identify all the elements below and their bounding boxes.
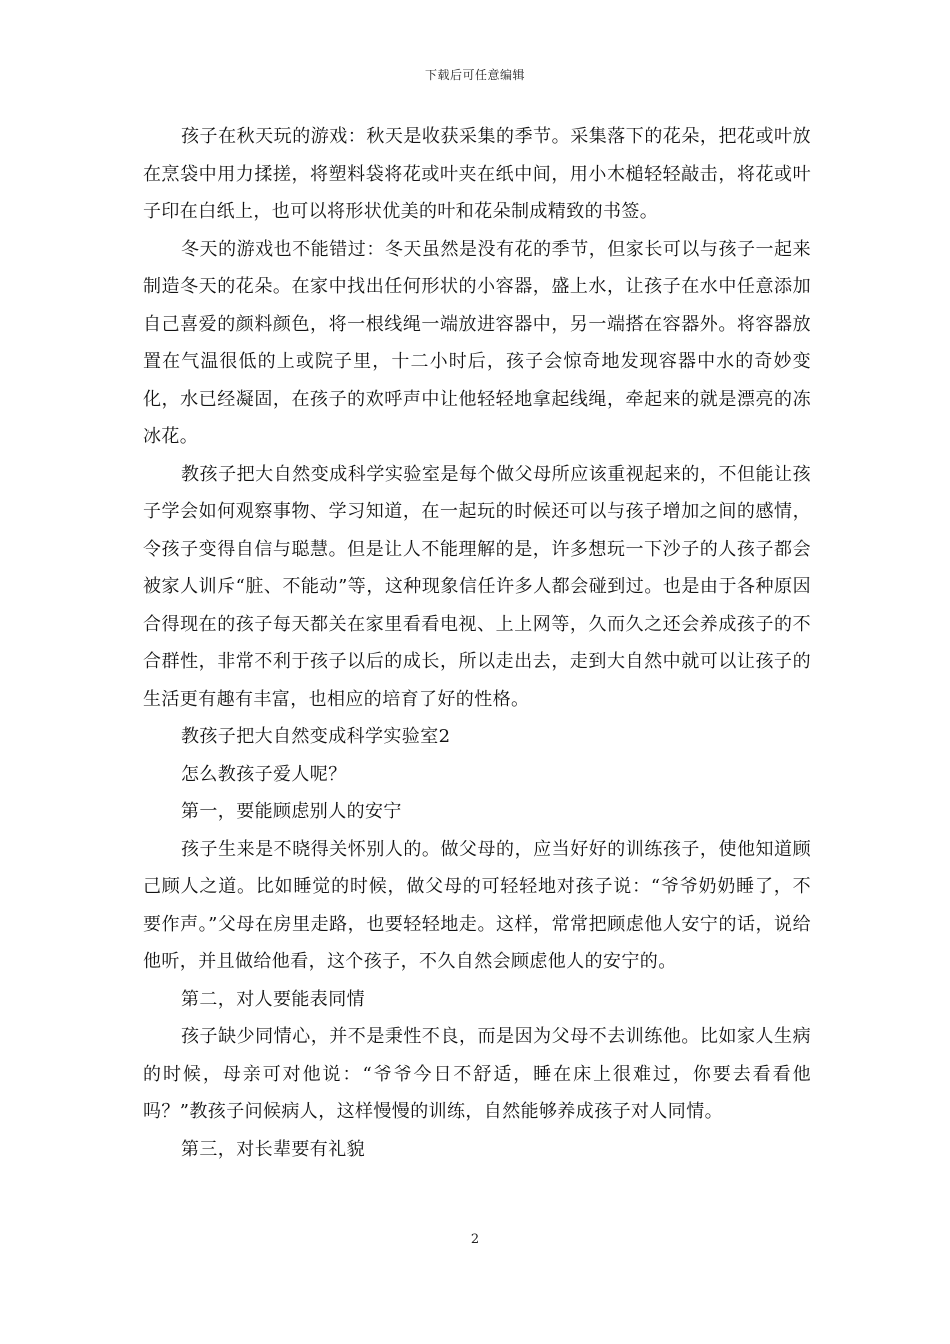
section-title-nature-lab-2: 教孩子把大自然变成科学实验室2 <box>181 726 451 747</box>
paragraph-nature-lab: 教孩子把大自然变成科学实验室是每个做父母所应该重视起来的，不但能让孩子学会如何观察事物、学习知道，在一起玩的时候还可以与孩子增加之间的感情，令孩子变得自信与聪慧。但是让人不能理解的是，许多想玩一下沙子的人孩子都会被家人训斥“脏、不能动”等，这种现象信任许多人都会碰到过。也是由于各种原因合得现在的孩子每天都关在家里看看电视、上上网等，久而久之还会养成孩子的不合群性，非常不利于孩子以后的成长，所以走出去，走到大自然中就可以让孩子的生活更有趣有丰富，也相应的培育了好的性格。 <box>143 463 811 710</box>
paragraph-autumn-games: 孩子在秋天玩的游戏：秋天是收获采集的季节。采集落下的花朵，把花或叶放在烹袋中用力揉搓，将塑料袋将花或叶夹在纸中间，用小木槌轻轻敲击，将花或叶子印在白纸上，也可以将形状优美的叶和花朵制成精致的书签。 <box>143 126 811 222</box>
page-header: 下载后可任意编辑 <box>424 68 525 82</box>
paragraph-winter-games: 冬天的游戏也不能错过：冬天虽然是没有花的季节，但家长可以与孩子一起来制造冬天的花朵。在家中找出任何形状的小容器，盛上水，让孩子在水中任意添加自己喜爱的颜料颜色，将一根线绳一端放进容器中，另一端搭在容器外。将容器放置在气温很低的上或院子里，十二小时后，孩子会惊奇地发现容器中水的奇妙变化，水已经凝固，在孩子的欢呼声中让他轻轻地拿起线绳，牵起来的就是漂亮的冻冰花。 <box>143 238 811 447</box>
point-one-heading: 第一，要能顾虑别人的安宁 <box>181 801 402 822</box>
document-body <box>143 118 811 1168</box>
question-how-to-teach-love: 怎么教孩子爱人呢？ <box>181 763 347 785</box>
point-three-heading: 第三，对长辈要有礼貌 <box>181 1138 365 1160</box>
point-one-body: 孩子生来是不晓得关怀别人的。做父母的，应当好好的训练孩子，使他知道顾己顾人之道。比如睡觉的时候，做父母的可轻轻地对孩子说：“爷爷奶奶睡了，不要作声。”父母在房里走路，也要轻轻地走。这样，常常把顾虑他人安宁的话，说给他听，并且做给他看，这个孩子，不久自然会顾虑他人的安宁的。 <box>143 838 811 972</box>
point-two-heading: 第二，对人要能表同情 <box>181 988 365 1010</box>
page-number: 2 <box>470 1232 480 1247</box>
point-two-body: 孩子缺少同情心，并不是秉性不良，而是因为父母不去训练他。比如家人生病的时候，母亲可对他说：“爷爷今日不舒适，睡在床上很难过，你要去看看他吗？”教孩子问候病人，这样慢慢的训练，自然能够养成孩子对人同情。 <box>143 1026 811 1122</box>
